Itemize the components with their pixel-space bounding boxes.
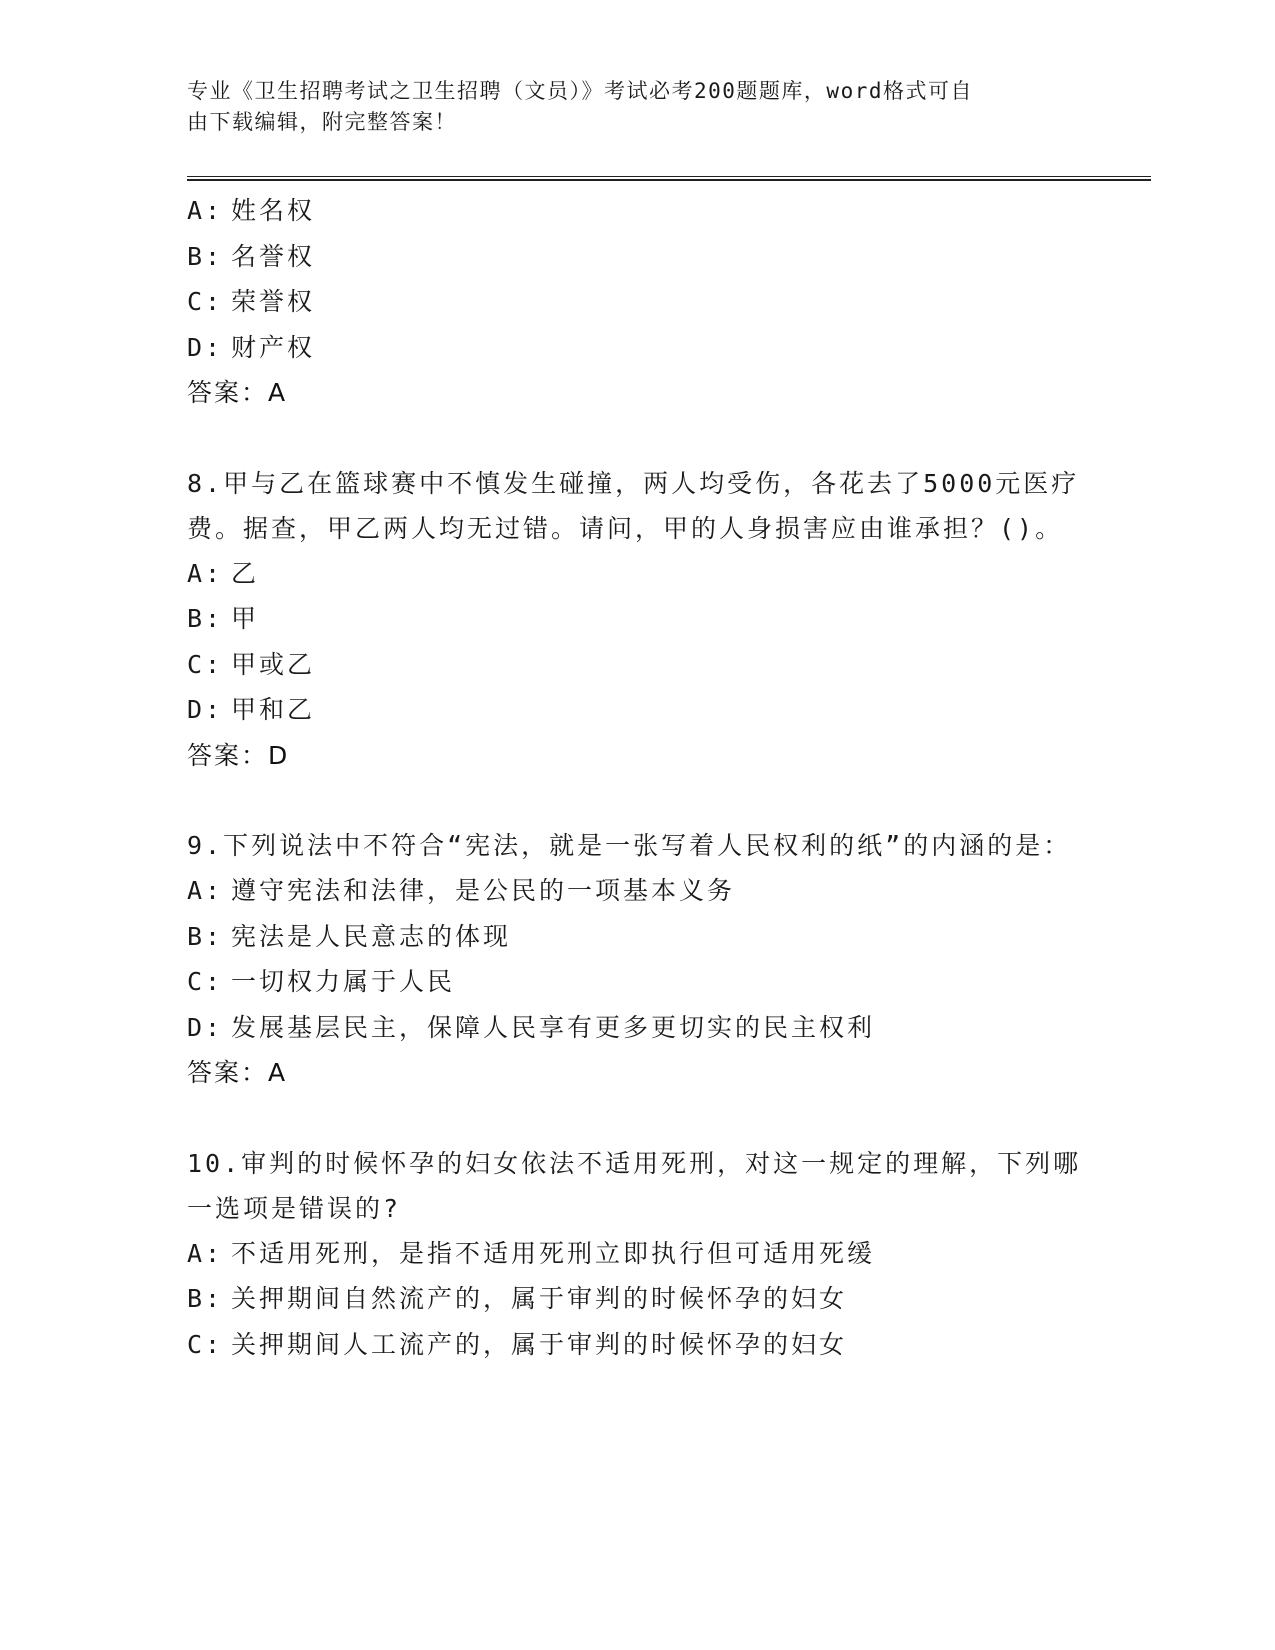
option-text: 荣誉权: [231, 287, 316, 316]
header-divider: [187, 176, 1151, 181]
question-7-continued: [187, 188, 1087, 416]
option-text: 一切权力属于人民: [231, 967, 456, 996]
option-letter: C:: [187, 1329, 224, 1359]
option-letter: B:: [187, 241, 224, 271]
question-text: 8.甲与乙在篮球赛中不慎发生碰撞，两人均受伤，各花去了5000元医疗费。据查，甲乙两人均无过错。请问，甲的人身损害应由谁承担？()。: [187, 468, 1080, 543]
option-text: 关押期间人工流产的，属于审判的时候怀孕的妇女: [231, 1329, 848, 1359]
option-letter: D:: [187, 1012, 224, 1042]
option-letter: B:: [187, 921, 224, 951]
option-letter: B:: [187, 604, 224, 633]
question-8: [187, 461, 1087, 779]
option-letter: A:: [187, 1238, 224, 1268]
option-text: 甲: [231, 604, 260, 633]
option-a: [187, 551, 1087, 597]
option-letter: D:: [187, 695, 224, 724]
answer-line: 答案：A: [187, 1058, 288, 1087]
option-text: 乙: [231, 558, 260, 588]
option-text: 不适用死刑，是指不适用死刑立即执行但可适用死缓: [231, 1238, 876, 1268]
option-text: 发展基层民主，保障人民享有更多更切实的民主权利: [231, 1012, 876, 1042]
option-text: 姓名权: [231, 196, 316, 225]
option-b: [187, 234, 1087, 280]
option-c: [187, 959, 1087, 1005]
option-letter: C:: [187, 287, 224, 316]
answer-line: 答案：D: [187, 740, 290, 770]
option-a: [187, 868, 1087, 914]
option-b: [187, 596, 1087, 642]
question-list: [187, 188, 1087, 1367]
option-text: 甲或乙: [231, 649, 316, 679]
answer-line: 答案：A: [187, 378, 288, 407]
option-d: [187, 325, 1087, 371]
option-text: 财产权: [231, 332, 316, 362]
option-text: 甲和乙: [231, 695, 316, 724]
option-c: [187, 1322, 1087, 1368]
option-text: 遵守宪法和法律，是公民的一项基本义务: [231, 876, 736, 905]
header-line-2: 由下载编辑，附完整答案！: [187, 110, 457, 134]
question-9: [187, 823, 1087, 1096]
option-a: [187, 1231, 1087, 1277]
option-letter: D:: [187, 332, 224, 362]
option-letter: A:: [187, 876, 224, 905]
option-text: 关押期间自然流产的，属于审判的时候怀孕的妇女: [231, 1284, 848, 1313]
option-b: [187, 1276, 1087, 1322]
option-letter: C:: [187, 967, 224, 996]
option-text: 宪法是人民意志的体现: [231, 921, 512, 951]
question-10: [187, 1141, 1087, 1368]
option-letter: C:: [187, 649, 224, 679]
option-b: [187, 914, 1087, 960]
option-a: [187, 188, 1087, 234]
question-text: 10.审判的时候怀孕的妇女依法不适用死刑，对这一规定的理解，下列哪一选项是错误的?: [187, 1148, 1082, 1223]
option-letter: A:: [187, 558, 224, 588]
header-line-1: 专业《卫生招聘考试之卫生招聘（文员）》考试必考200题题库，word格式可自: [187, 79, 973, 103]
option-text: 名誉权: [231, 241, 316, 271]
option-c: [187, 642, 1087, 688]
document-header: [187, 76, 1067, 138]
option-c: [187, 279, 1087, 325]
question-text: 9.下列说法中不符合“宪法，就是一张写着人民权利的纸”的内涵的是：: [187, 831, 1072, 860]
option-d: [187, 687, 1087, 733]
option-d: [187, 1005, 1087, 1051]
option-letter: A:: [187, 196, 224, 225]
option-letter: B:: [187, 1284, 224, 1313]
